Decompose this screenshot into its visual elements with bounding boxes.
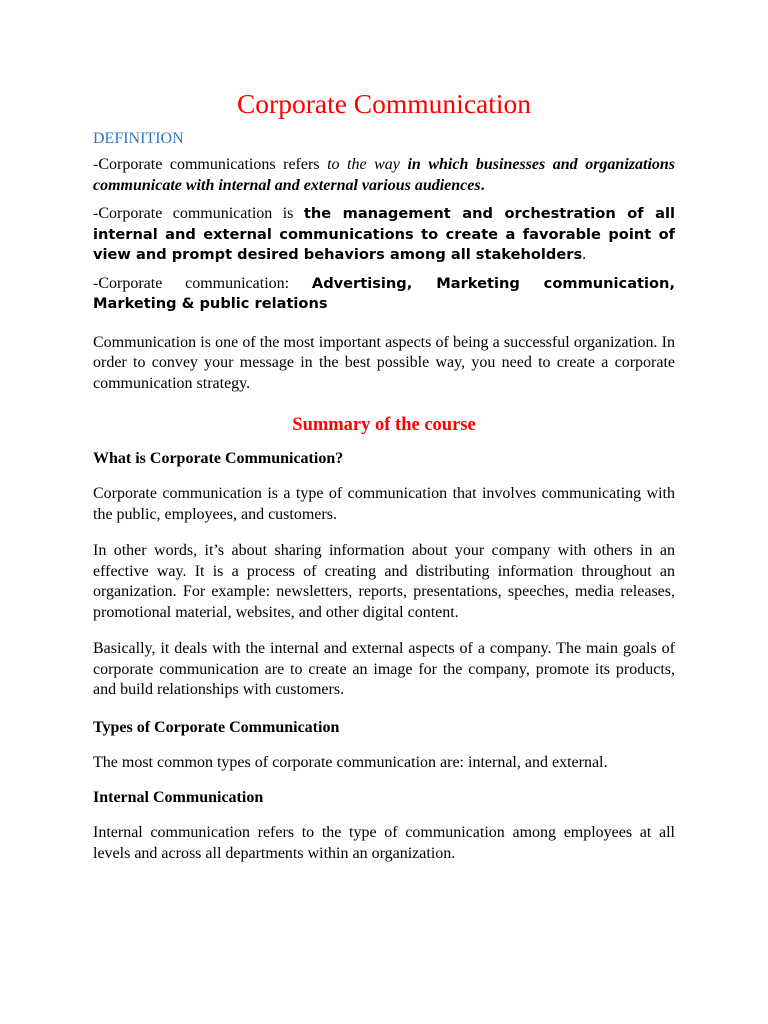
section3-paragraph-1: Internal communication refers to the type of communication among employees at all levels and across all departments within an organization. [93, 824, 675, 862]
definition-paragraph-3 [93, 274, 675, 315]
definition-label: DEFINITION [93, 130, 184, 147]
definition-paragraph-1 [93, 155, 675, 196]
def3-prefix: -Corporate communication: [93, 274, 312, 292]
document-title: Corporate Communication [236, 88, 532, 119]
section1-paragraph-2: In other words, it’s about sharing information about your company with others in an effective way. It is a process of creating and distributing information throughout an organization. For example: newsletters, reports, presentations, speeches, media releases, promotional material, websites, and other digital content. [93, 542, 675, 621]
summary-heading: Summary of the course [292, 415, 476, 435]
def1-italic: to the way [327, 156, 400, 173]
def1-prefix: -Corporate communications refers [93, 156, 328, 173]
section1-paragraph-1: Corporate communication is a type of communication that involves communicating with the public, employees, and customers. [93, 485, 675, 523]
def2-bold: the management and orchestration of all internal and external communications to create a favorable point of view and prompt desired behaviors among all stakeholders [93, 205, 675, 263]
definition-paragraph-2 [93, 204, 675, 266]
def2-prefix: -Corporate communication is [93, 205, 304, 222]
section1-paragraph-3: Basically, it deals with the internal and external aspects of a company. The main goals of corporate communication are to create an image for the company, promote its products, and build relationships with customers. [93, 640, 675, 698]
def2-end: . [582, 246, 587, 263]
def1-bold-italic: in which businesses and organizations communicate with internal and external various audiences [93, 156, 676, 194]
def3-bold: Advertising, Marketing communication, Marketing & public relations [93, 274, 675, 312]
section-heading-what-is: What is Corporate Communication? [93, 450, 344, 467]
def1-end: . [480, 176, 485, 194]
intro-paragraph: Communication is one of the most important aspects of being a successful organization. In order to convey your message in the best possible way, you need to create a corporate communication strategy. [93, 333, 675, 392]
section2-paragraph-1: The most common types of corporate communication are: internal, and external. [93, 753, 608, 771]
section-heading-types: Types of Corporate Communication [93, 718, 340, 736]
section-heading-internal: Internal Communication [93, 789, 264, 806]
